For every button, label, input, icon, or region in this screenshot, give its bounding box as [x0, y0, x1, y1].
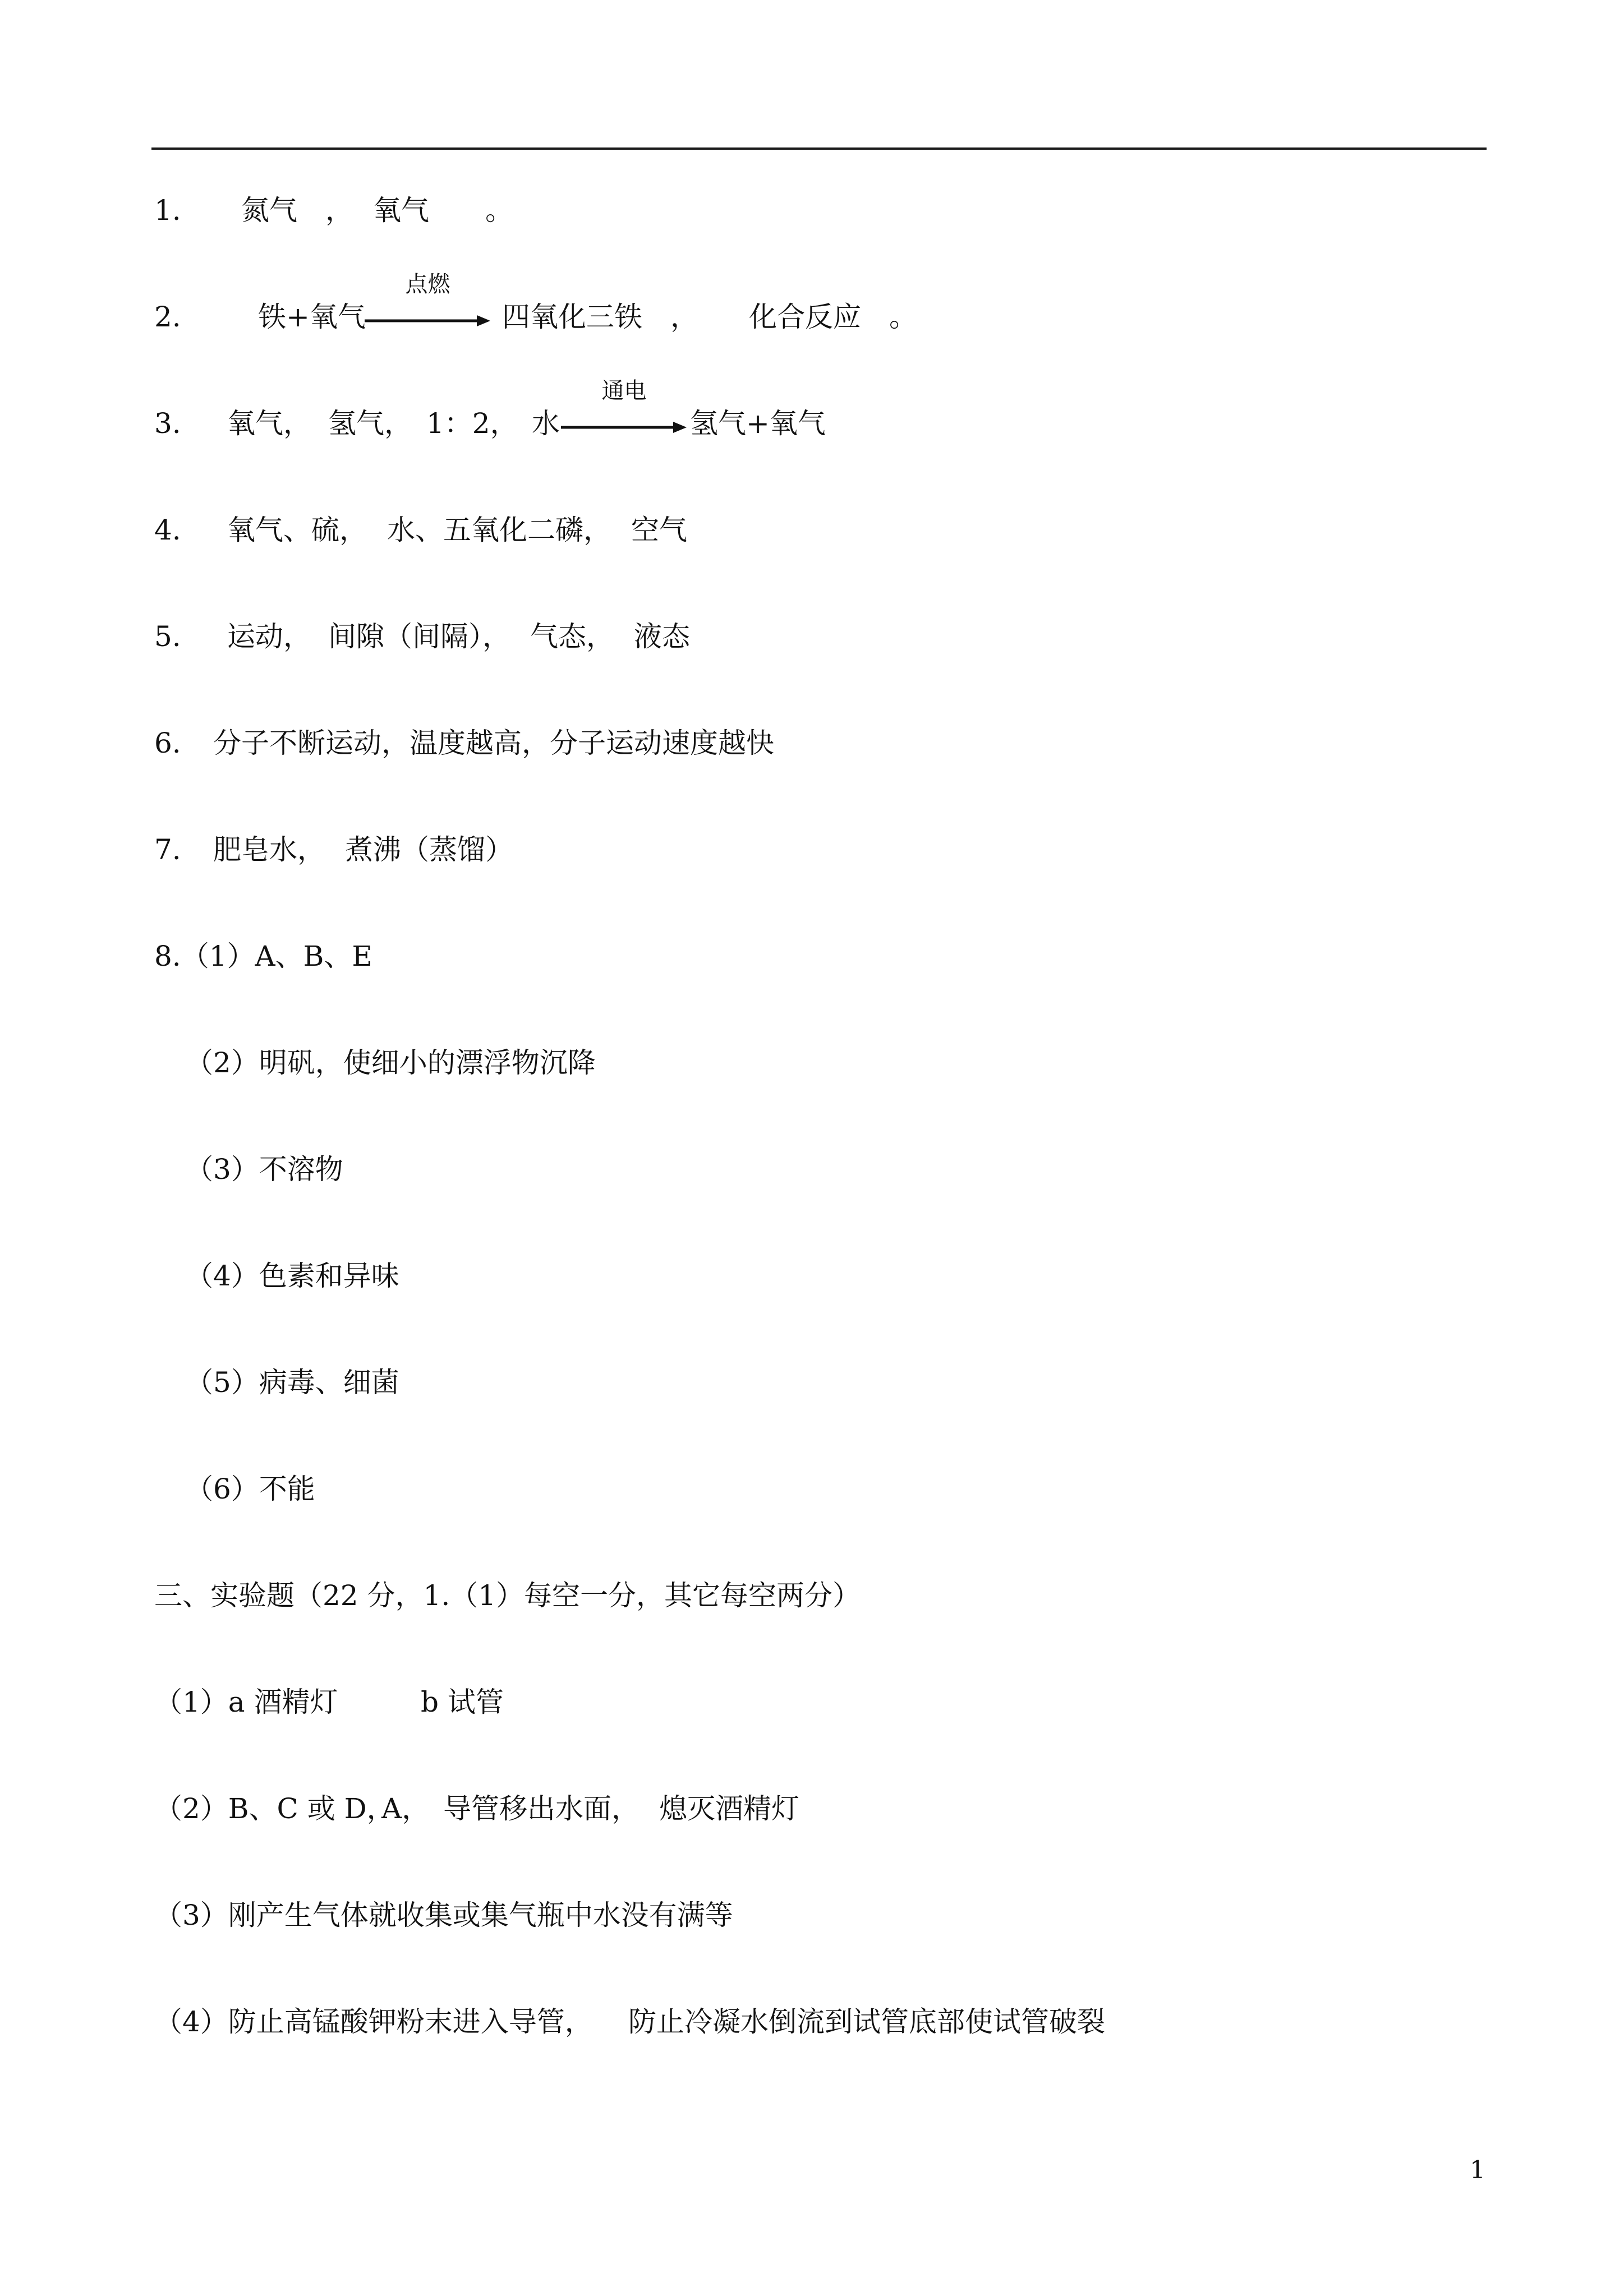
equation-products: 氢气+氧气: [690, 407, 826, 440]
equation-reactants: 铁+氧气: [258, 301, 366, 333]
answer-number: 2.: [154, 301, 181, 333]
answer-blank: 液态: [634, 620, 690, 653]
answer-blank: 氧气，: [227, 407, 311, 440]
reaction-arrow: [365, 271, 491, 342]
answer-text: （6）不能: [185, 1473, 315, 1505]
reaction-arrow: [561, 378, 687, 449]
separator: ，: [670, 301, 698, 333]
answer-blank: 气态，: [530, 620, 614, 653]
answer-text: 8.（1）A、B、E: [154, 940, 372, 972]
answer-blank: 肥皂水，: [213, 833, 325, 866]
answer-blank: 氮气: [241, 194, 297, 227]
answer-blank: 间隙（间隔），: [328, 620, 510, 653]
equation-reactants: 水: [532, 407, 560, 440]
answer-text: （3）刚产生气体就收集或集气瓶中水没有满等: [154, 1899, 733, 1931]
answer-number: 4.: [154, 514, 181, 546]
period: 。: [889, 301, 917, 333]
arrow-icon: [365, 314, 491, 328]
answer-blank: （2）B、C 或 D，: [154, 1792, 395, 1825]
answer-blank: b 试管: [421, 1686, 504, 1718]
answer-blank: 煮沸（蒸馏）: [345, 833, 513, 866]
arrow-icon: [561, 421, 687, 434]
equation-products: 四氧化三铁: [502, 301, 642, 333]
reaction-condition: 通电: [601, 378, 647, 404]
answer-blank: 熄灭酒精灯: [659, 1792, 799, 1825]
section-title: 三、实验题（22 分，1.（1）每空一分，其它每空两分）: [154, 1579, 861, 1612]
answer-text: （4）色素和异味: [185, 1260, 399, 1292]
answer-number: 7.: [154, 833, 181, 866]
answer-blank: 1：2，: [426, 407, 518, 440]
answer-text: （5）病毒、细菌: [185, 1366, 399, 1399]
answer-blank: 氧气、硫，: [227, 514, 367, 546]
answer-blank: 空气: [631, 514, 687, 546]
answer-blank: 化合反应: [749, 301, 861, 333]
answer-number: 5.: [154, 620, 181, 653]
period: 。: [485, 194, 513, 227]
answer-blank: A，: [381, 1792, 430, 1825]
answer-blank: 导管移出水面，: [443, 1792, 640, 1825]
answer-number: 1.: [154, 194, 181, 227]
answer-text: 分子不断运动，温度越高，分子运动速度越快: [213, 727, 774, 759]
reaction-condition: 点燃: [405, 271, 450, 297]
answer-blank: 水、五氧化二磷，: [387, 514, 611, 546]
page-number: 1: [1470, 2156, 1485, 2184]
answer-number: 3.: [154, 407, 181, 440]
header-rule: [151, 147, 1487, 150]
separator: ，: [325, 194, 353, 227]
answer-blank: 氢气，: [328, 407, 412, 440]
answer-text: （2）明矾，使细小的漂浮物沉降: [185, 1046, 596, 1079]
answer-blank: 防止冷凝水倒流到试管底部使试管破裂: [628, 2005, 1105, 2038]
answer-blank: （4）防止高锰酸钾粉末进入导管，: [154, 2005, 593, 2038]
answer-blank: （1）a 酒精灯: [154, 1686, 338, 1718]
answer-blank: 运动，: [227, 620, 311, 653]
answer-text: （3）不溶物: [185, 1153, 343, 1186]
answer-blank: 氧气: [373, 194, 429, 227]
answer-number: 6.: [154, 727, 181, 759]
